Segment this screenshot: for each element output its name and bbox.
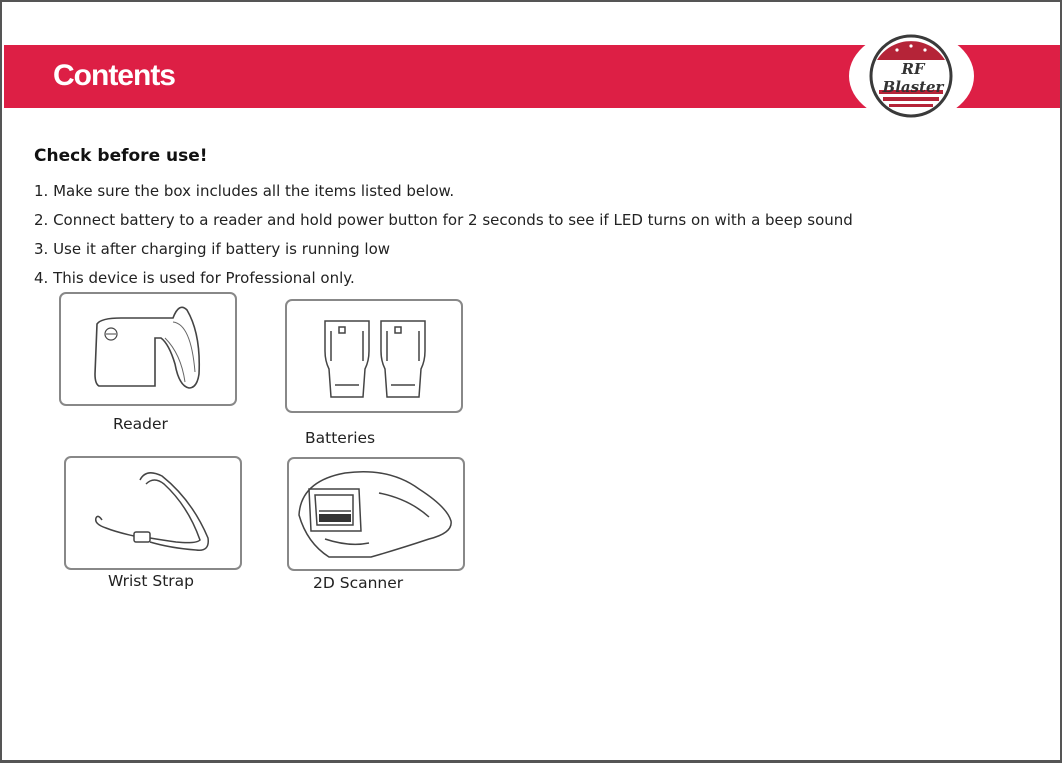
scanner-label: 2D Scanner — [313, 574, 404, 592]
scanner-frame — [287, 457, 465, 571]
reader-icon — [61, 294, 235, 404]
wrist-strap-icon — [66, 458, 240, 568]
check-heading: Check before use! — [34, 146, 208, 166]
logo-text: RF Blaster — [882, 60, 944, 96]
wrist-strap-frame — [64, 456, 242, 570]
instruction-list — [34, 177, 853, 293]
reader-frame — [59, 292, 237, 406]
scanner-icon — [289, 459, 463, 569]
batteries-label: Batteries — [305, 429, 376, 447]
reader-label: Reader — [113, 415, 168, 433]
rf-blaster-logo — [849, 30, 974, 122]
instruction-item: 3. Use it after charging if battery is running low — [34, 240, 391, 258]
page-title: Contents — [53, 59, 175, 92]
batteries-frame — [285, 299, 463, 413]
instruction-item: 1. Make sure the box includes all the items listed below. — [34, 182, 455, 200]
instruction-item: 4. This device is used for Professional only. — [34, 269, 355, 287]
instruction-item: 2. Connect battery to a reader and hold power button for 2 seconds to see if LED turns on with a beep sound — [34, 211, 853, 229]
batteries-icon — [287, 301, 461, 411]
wrist-strap-label: Wrist Strap — [108, 572, 195, 590]
